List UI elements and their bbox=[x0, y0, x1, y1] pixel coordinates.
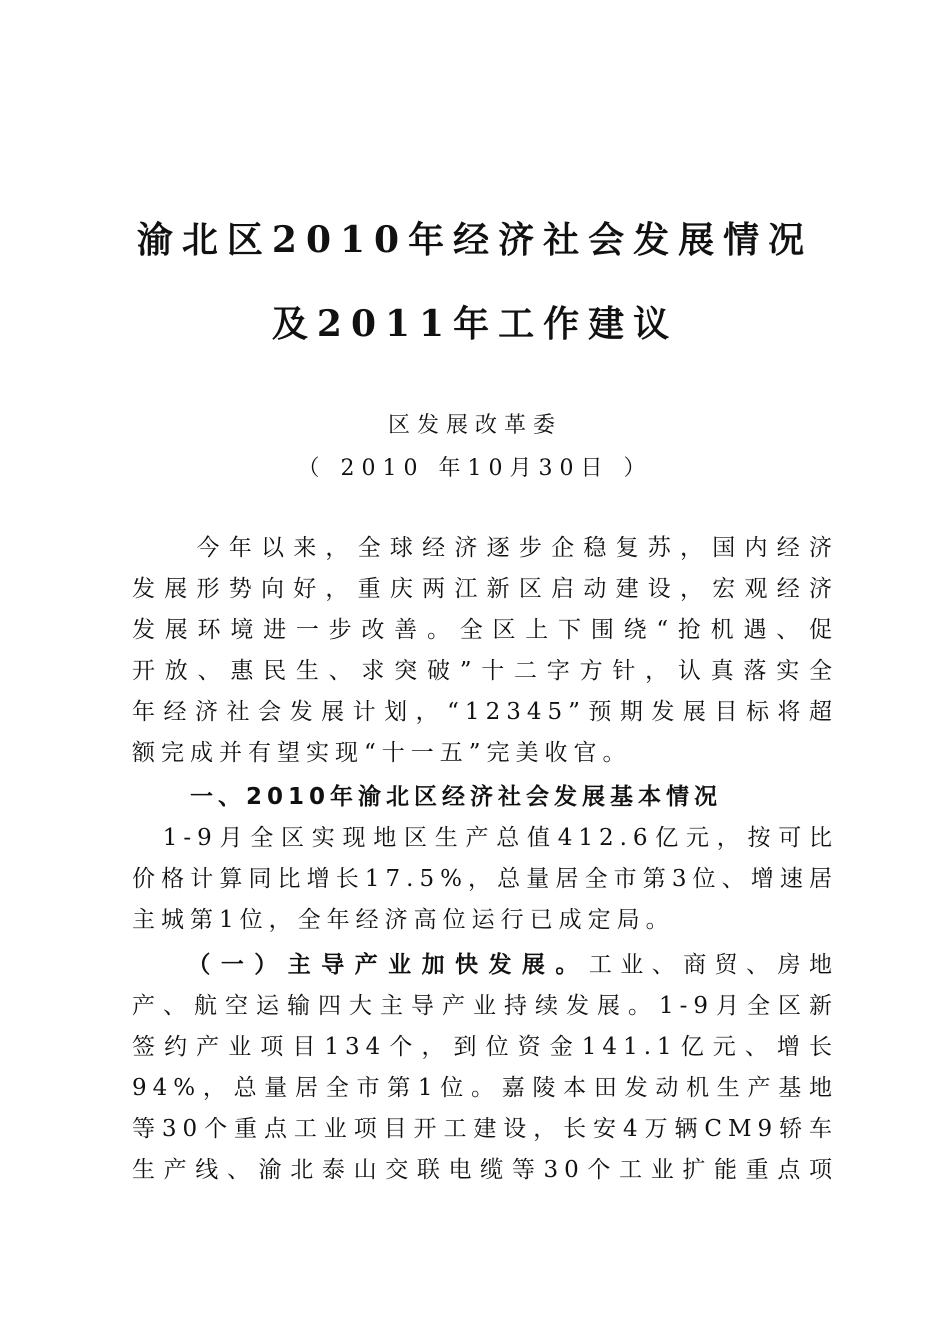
document-title-line-2: 及2011年工作建议 bbox=[271, 303, 679, 345]
paragraph-line: 开放、惠民生、求突破”十二字方针，认真落实全 bbox=[132, 658, 838, 684]
paragraph-line: 主城第1位，全年经济高位运行已成定局。 bbox=[132, 907, 675, 933]
paragraph-line: 年经济社会发展计划，“12345”预期发展目标将超 bbox=[132, 699, 838, 725]
document-title-line-1: 渝北区2010年经济社会发展情况 bbox=[136, 219, 814, 261]
paragraph-line: 等30个重点工业项目开工建设，长安4万辆CM9轿车 bbox=[132, 1116, 838, 1142]
paragraph-line: 产、航空运输四大主导产业持续发展。1-9月全区新 bbox=[132, 993, 838, 1019]
paragraph-1 bbox=[132, 528, 838, 774]
paragraph-line: 今年以来，全球经济逐步企稳复苏，国内经济 bbox=[132, 535, 838, 561]
paragraph-line: 发展环境进一步改善。全区上下围绕“抢机遇、促 bbox=[132, 617, 838, 643]
paragraph-line: 额完成并有望实现“十一五”完美收官。 bbox=[132, 740, 632, 766]
paragraph-line: 1-9月全区实现地区生产总值412.6亿元，按可比 bbox=[132, 825, 838, 851]
paragraph-line: 94%，总量居全市第1位。嘉陵本田发动机生产基地 bbox=[132, 1075, 838, 1101]
paragraph-2 bbox=[132, 818, 838, 941]
paragraph-line: 签约产业项目134个，到位资金141.1亿元、增长 bbox=[132, 1034, 838, 1060]
paragraph-line-rest: 工业、商贸、房地 bbox=[588, 952, 839, 978]
paragraph-line bbox=[132, 944, 838, 986]
subsection-lead: （一）主导产业加快发展。 bbox=[132, 951, 589, 978]
section-heading-1: 一、2010年渝北区经济社会发展基本情况 bbox=[190, 784, 723, 810]
paragraph-line: 价格计算同比增长17.5%，总量居全市第3位、增速居 bbox=[132, 866, 838, 892]
author: 区发展改革委 bbox=[387, 413, 562, 438]
paragraph-3 bbox=[132, 944, 838, 1191]
date: （ 2010 年10月30日 ） bbox=[297, 456, 653, 481]
paragraph-line: 发展形势向好，重庆两江新区启动建设，宏观经济 bbox=[132, 576, 838, 602]
paragraph-line: 生产线、渝北泰山交联电缆等30个工业扩能重点项 bbox=[132, 1157, 838, 1183]
